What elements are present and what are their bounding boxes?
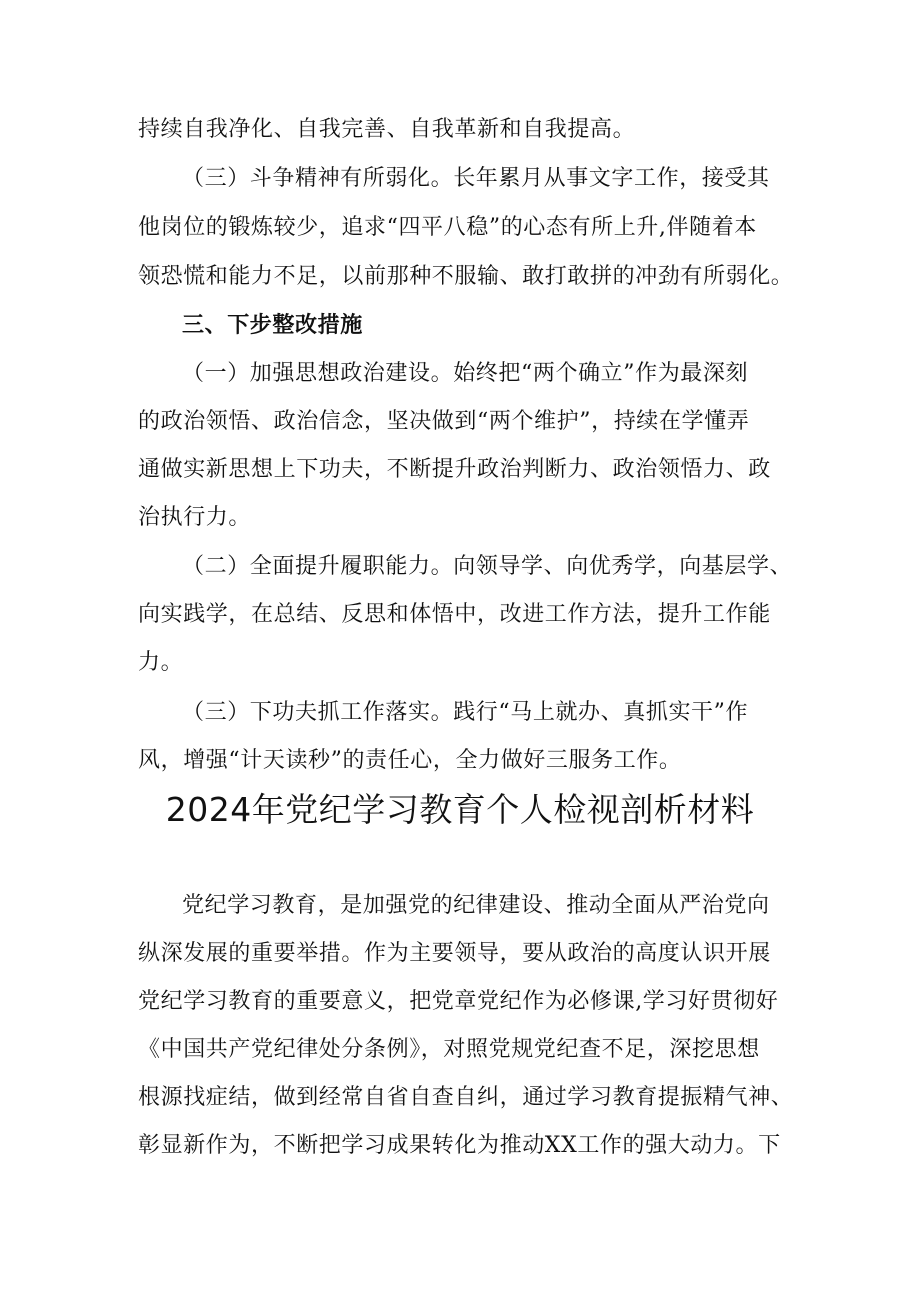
section-heading: 三、下步整改措施: [182, 313, 363, 338]
paragraph-line: 治执行力。: [138, 505, 252, 530]
paragraph-line: 持续自我净化、自我完善、自我革新和自我提高。: [138, 117, 636, 142]
paragraph-line: 风，增强“计天读秒”的责任心，全力做好三服务工作。: [138, 748, 682, 773]
paragraph-line: 纵深发展的重要举措。作为主要领导，要从政治的高度认识开展: [138, 941, 771, 966]
paragraph-line: （一）加强思想政治建设。始终把“两个确立”作为最深刻: [182, 361, 749, 386]
paragraph-line: 的政治领悟、政治信念，坚决做到“两个维护”，持续在学懂弄: [138, 409, 750, 434]
paragraph-line: 党纪学习教育的重要意义，把党章党纪作为必修课,学习好贯彻好: [138, 989, 779, 1014]
paragraph-line: 彰显新作为，不断把学习成果转化为推动XX工作的强大动力。下: [138, 1133, 781, 1158]
paragraph-line: 根源找症结，做到经常自省自查自纠，通过学习教育提振精气神、: [138, 1085, 794, 1110]
paragraph-line: 向实践学，在总结、反思和体悟中，改进工作方法，提升工作能: [138, 602, 771, 627]
paragraph-line: （二）全面提升履职能力。向领导学、向优秀学，向基层学、: [182, 554, 793, 579]
paragraph-line: 党纪学习教育，是加强党的纪律建设、推动全面从严治党向: [182, 893, 770, 918]
paragraph-line: 通做实新思想上下功夫，不断提升政治判断力、政治领悟力、政: [138, 457, 771, 482]
paragraph-line: 《中国共产党纪律处分条例》，对照党规党纪查不足，深挖思想: [138, 1037, 760, 1062]
paragraph-line: 他岗位的锻炼较少，追求“四平八稳”的心态有所上升,伴随着本: [138, 215, 757, 240]
paragraph-line: （三）斗争精神有所弱化。长年累月从事文字工作，接受其: [182, 166, 770, 191]
paragraph-line: 力。: [138, 650, 184, 675]
article-title: 2024年党纪学习教育个人检视剖析材料: [165, 790, 755, 829]
paragraph-line: （三）下功夫抓工作落实。践行“马上就办、真抓实干”作: [182, 700, 749, 725]
paragraph-line: 领恐慌和能力不足，以前那种不服输、敢打敢拼的冲劲有所弱化。: [138, 264, 794, 289]
